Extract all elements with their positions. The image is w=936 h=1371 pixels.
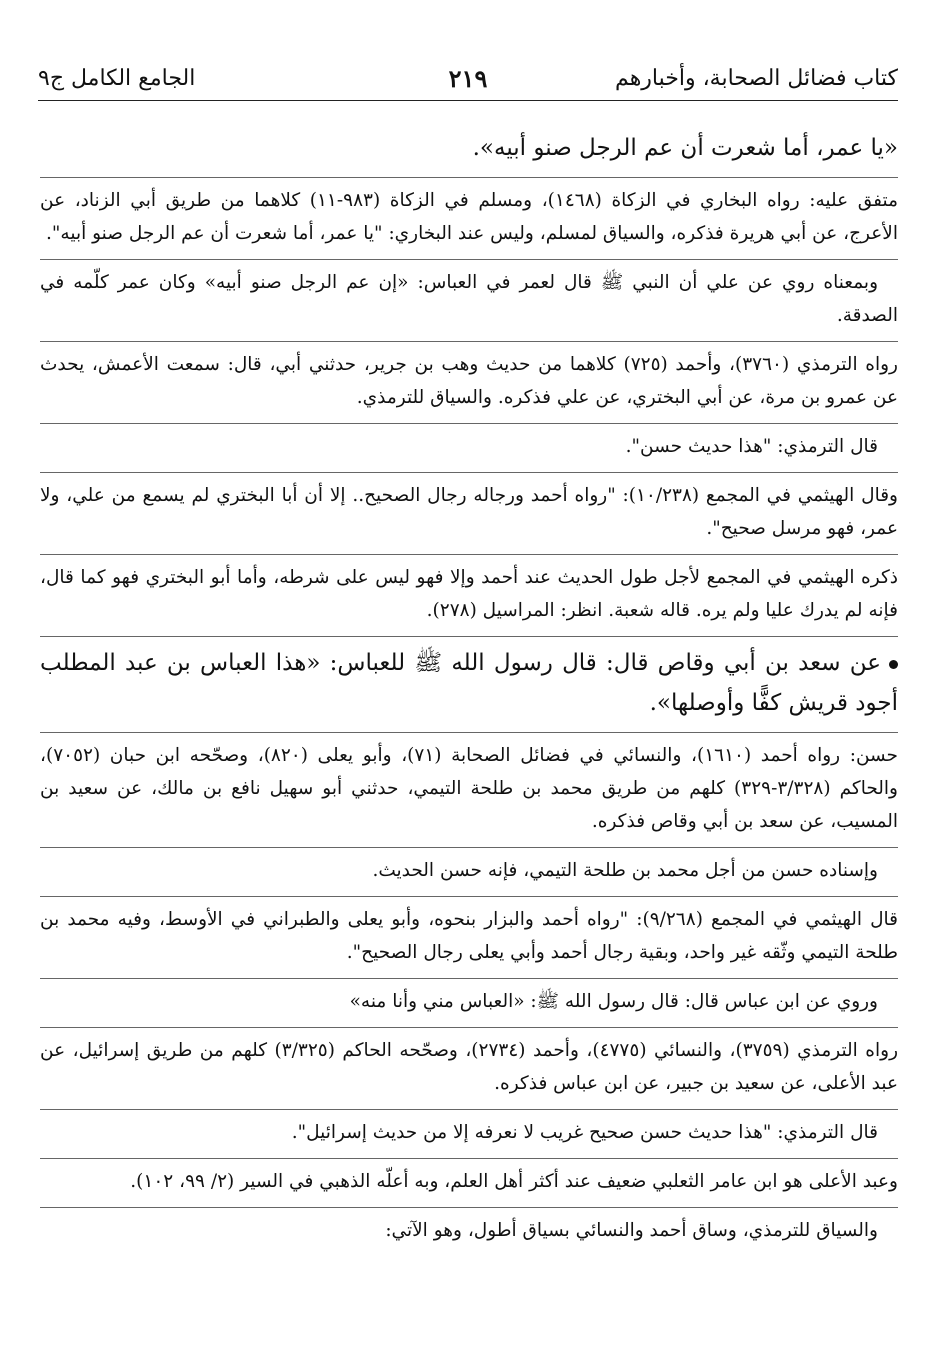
grading-paragraph: قال الترمذي: "هذا حديث حسن صحيح غريب لا نعرفه إلا من حديث إسرائيل". xyxy=(40,1110,898,1159)
running-title-right: كتاب فضائل الصحابة، وأخبارهم xyxy=(615,65,898,91)
takhrij-paragraph: متفق عليه: رواه البخاري في الزكاة (١٤٦٨)، ومسلم في الزكاة (٩٨٣-١١) كلاهما من طريق أبي الزناد، عن الأعرج، عن أبي هريرة فذكره، والسياق لمسلم، وليس عند البخاري: "يا عمر، أما شعرت أن عم الرجل صنو أبيه". xyxy=(40,178,898,260)
takhrij-paragraph: رواه الترمذي (٣٧٥٩)، والنسائي (٤٧٧٥)، وأحمد (٢٧٣٤)، وصحّحه الحاكم (٣/٣٢٥) كلهم من طريق إسرائيل، عن عبد الأعلى، عن سعيد بن جبير، عن ابن عباس فذكره. xyxy=(40,1028,898,1110)
takhrij-paragraph: حسن: رواه أحمد (١٦١٠)، والنسائي في فضائل الصحابة (٧١)، وأبو يعلى (٨٢٠)، وصحّحه ابن حبان (٧٠٥٢)، والحاكم (٣/٣٢٨-٣٢٩) كلهم من طريق محمد بن طلحة التيمي، حدثني أبو سهيل نافع بن مالك، عن سعيد بن المسيب، عن سعد بن أبي وقاص فذكره. xyxy=(40,733,898,848)
takhrij-paragraph: رواه الترمذي (٣٧٦٠)، وأحمد (٧٢٥) كلاهما من حديث وهب بن جرير، حدثني أبي، قال: سمعت الأعمش، يحدث عن عمرو بن مرة، عن أبي البختري، عن علي فذكره. والسياق للترمذي. xyxy=(40,342,898,424)
commentary-paragraph: وعبد الأعلى هو ابن عامر الثعلبي ضعيف عند أكثر أهل العلم، وبه أعلّه الذهبي في السير (٢/ ٩٩، ١٠٢). xyxy=(40,1159,898,1208)
commentary-paragraph: قال الهيثمي في المجمع (٩/٢٦٨): "رواه أحمد والبزار بنحوه، وأبو يعلى والطبراني في الأوسط، وفيه محمد بن طلحة التيمي وثّقه غير واحد، وبقية رجال أحمد وأبي يعلى رجال الصحيح". xyxy=(40,897,898,979)
running-title-left: الجامع الكامل ج٩ xyxy=(38,65,196,91)
hadith-text: «يا عمر، أما شعرت أن عم الرجل صنو أبيه». xyxy=(40,122,898,178)
commentary-paragraph: وإسناده حسن من أجل محمد بن طلحة التيمي، فإنه حسن الحديث. xyxy=(40,848,898,897)
narration-paragraph: وروي عن ابن عباس قال: قال رسول الله ﷺ: «العباس مني وأنا منه» xyxy=(40,979,898,1028)
page-number: ٢١٩ xyxy=(448,63,488,93)
page-body xyxy=(40,122,898,1256)
bullet-icon xyxy=(889,660,898,669)
narration-paragraph: وبمعناه روي عن علي أن النبي ﷺ قال لعمر في العباس: «إن عم الرجل صنو أبيه» وكان عمر كلّمه في الصدقة. xyxy=(40,260,898,342)
hadith-entry-text: عن سعد بن أبي وقاص قال: قال رسول الله ﷺ للعباس: «هذا العباس بن عبد المطلب أجود قريش كفًّا وأوصلها». xyxy=(40,650,898,716)
commentary-paragraph: ذكره الهيثمي في المجمع لأجل طول الحديث عند أحمد وإلا فهو ليس على شرطه، وأما أبو البختري فهو كما قال، فإنه لم يدرك عليا ولم يره. قاله شعبة. انظر: المراسيل (٢٧٨). xyxy=(40,555,898,637)
commentary-paragraph: وقال الهيثمي في المجمع (١٠/٢٣٨): "رواه أحمد ورجاله رجال الصحيح.. إلا أن أبا البختري لم يسمع من علي، ولا عمر، فهو مرسل صحيح". xyxy=(40,473,898,555)
page-header xyxy=(38,56,898,101)
grading-paragraph: قال الترمذي: "هذا حديث حسن". xyxy=(40,424,898,473)
commentary-paragraph: والسياق للترمذي، وساق أحمد والنسائي بسياق أطول، وهو الآتي: xyxy=(385,1220,878,1241)
hadith-entry xyxy=(40,637,898,733)
